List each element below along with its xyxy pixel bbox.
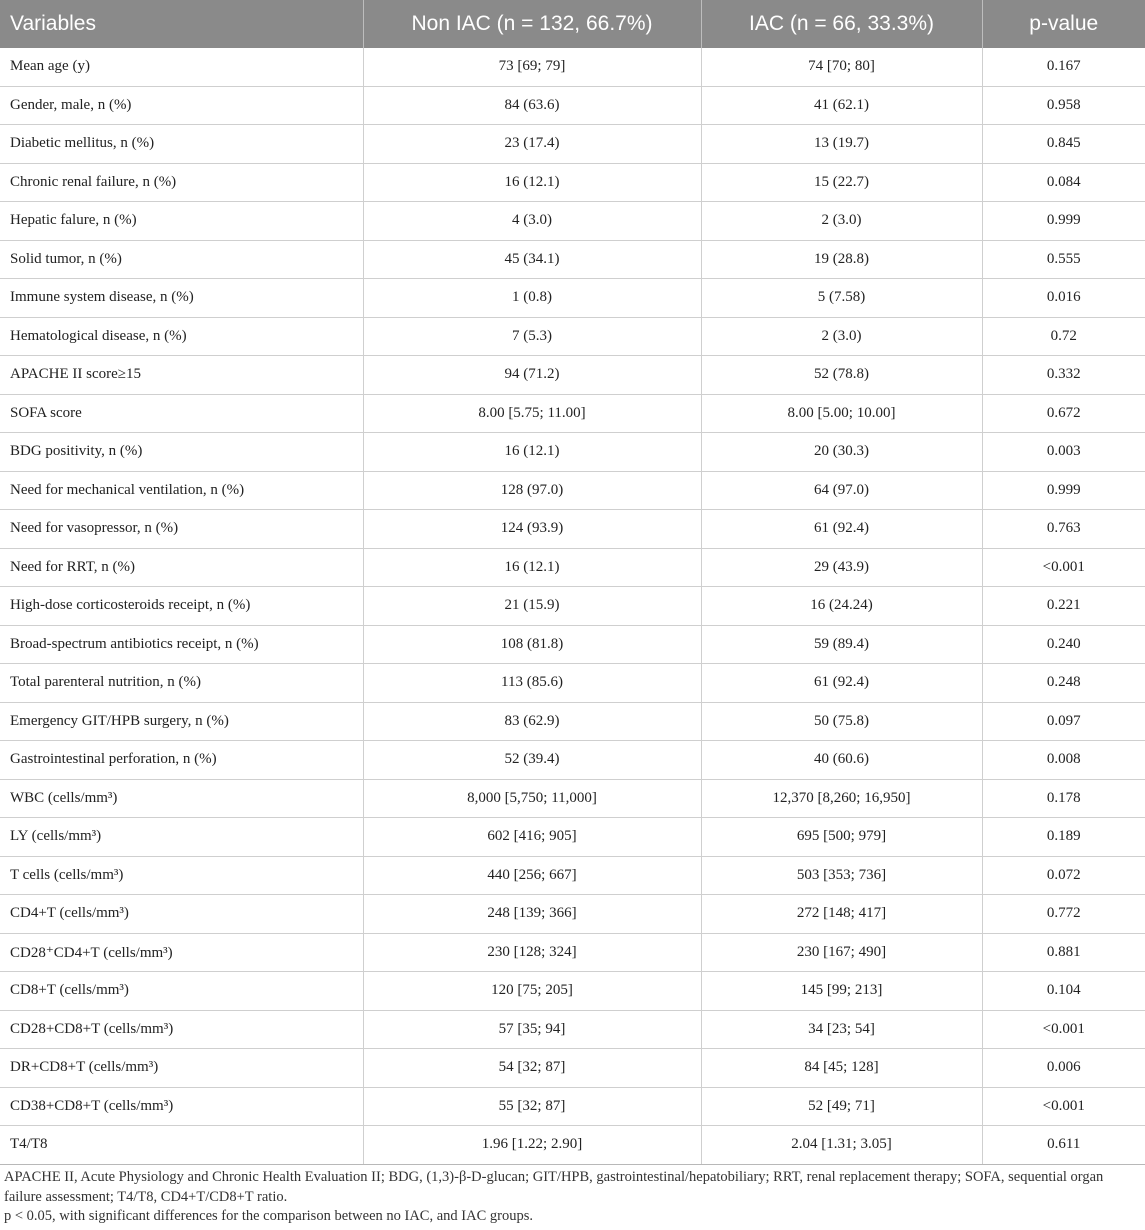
non-iac-cell: 83 (62.9) (363, 702, 701, 741)
iac-cell: 52 (78.8) (701, 356, 982, 395)
p-value-cell: 0.084 (982, 163, 1145, 202)
non-iac-cell: 57 [35; 94] (363, 1010, 701, 1049)
p-value-cell: 0.763 (982, 510, 1145, 549)
variable-cell: LY (cells/mm³) (0, 818, 363, 857)
p-value-cell: 0.104 (982, 972, 1145, 1011)
non-iac-cell: 21 (15.9) (363, 587, 701, 626)
non-iac-cell: 1.96 [1.22; 2.90] (363, 1126, 701, 1165)
iac-cell: 61 (92.4) (701, 664, 982, 703)
p-value-cell: 0.016 (982, 279, 1145, 318)
table-row (0, 510, 1145, 549)
table-row (0, 741, 1145, 780)
table-row (0, 433, 1145, 472)
table-row (0, 86, 1145, 125)
table-row (0, 125, 1145, 164)
variable-cell: Broad-spectrum antibiotics receipt, n (%) (0, 625, 363, 664)
variable-cell: CD38+CD8+T (cells/mm³) (0, 1087, 363, 1126)
non-iac-cell: 7 (5.3) (363, 317, 701, 356)
footnote-significance: p < 0.05, with significant differences for the comparison between no IAC, and IAC groups. (4, 1208, 533, 1224)
variable-cell: T cells (cells/mm³) (0, 856, 363, 895)
iac-cell: 15 (22.7) (701, 163, 982, 202)
table-row (0, 856, 1145, 895)
iac-cell: 19 (28.8) (701, 240, 982, 279)
table-row (0, 1049, 1145, 1088)
variable-cell: Chronic renal failure, n (%) (0, 163, 363, 202)
iac-cell: 2 (3.0) (701, 202, 982, 241)
iac-cell: 64 (97.0) (701, 471, 982, 510)
non-iac-cell: 440 [256; 667] (363, 856, 701, 895)
variable-cell: WBC (cells/mm³) (0, 779, 363, 818)
non-iac-cell: 8,000 [5,750; 11,000] (363, 779, 701, 818)
iac-cell: 41 (62.1) (701, 86, 982, 125)
iac-cell: 12,370 [8,260; 16,950] (701, 779, 982, 818)
table-row (0, 895, 1145, 934)
non-iac-cell: 1 (0.8) (363, 279, 701, 318)
p-value-cell: 0.167 (982, 48, 1145, 86)
p-value-cell: 0.003 (982, 433, 1145, 472)
p-value-cell: 0.845 (982, 125, 1145, 164)
variable-cell: T4/T8 (0, 1126, 363, 1165)
table-row (0, 1010, 1145, 1049)
iac-cell: 695 [500; 979] (701, 818, 982, 857)
non-iac-cell: 8.00 [5.75; 11.00] (363, 394, 701, 433)
table-row (0, 279, 1145, 318)
p-value-cell: <0.001 (982, 548, 1145, 587)
variable-cell: APACHE II score≥15 (0, 356, 363, 395)
iac-cell: 20 (30.3) (701, 433, 982, 472)
variable-cell: Total parenteral nutrition, n (%) (0, 664, 363, 703)
p-value-cell: 0.672 (982, 394, 1145, 433)
iac-cell: 272 [148; 417] (701, 895, 982, 934)
p-value-cell: 0.772 (982, 895, 1145, 934)
iac-cell: 52 [49; 71] (701, 1087, 982, 1126)
variable-cell: Immune system disease, n (%) (0, 279, 363, 318)
iac-cell: 34 [23; 54] (701, 1010, 982, 1049)
non-iac-cell: 94 (71.2) (363, 356, 701, 395)
non-iac-cell: 124 (93.9) (363, 510, 701, 549)
variable-cell: BDG positivity, n (%) (0, 433, 363, 472)
iac-cell: 13 (19.7) (701, 125, 982, 164)
variable-cell: CD4+T (cells/mm³) (0, 895, 363, 934)
variable-cell: Gender, male, n (%) (0, 86, 363, 125)
non-iac-cell: 52 (39.4) (363, 741, 701, 780)
non-iac-cell: 248 [139; 366] (363, 895, 701, 934)
iac-cell: 2 (3.0) (701, 317, 982, 356)
header-variables: Variables (0, 0, 363, 48)
iac-cell: 50 (75.8) (701, 702, 982, 741)
p-value-cell: 0.881 (982, 933, 1145, 972)
table-row (0, 972, 1145, 1011)
variable-cell: Emergency GIT/HPB surgery, n (%) (0, 702, 363, 741)
p-value-cell: 0.008 (982, 741, 1145, 780)
header-row (0, 0, 1145, 48)
table-row (0, 394, 1145, 433)
variable-cell: CD28⁺CD4+T (cells/mm³) (0, 933, 363, 972)
p-value-cell: 0.958 (982, 86, 1145, 125)
variable-cell: DR+CD8+T (cells/mm³) (0, 1049, 363, 1088)
p-value-cell: 0.248 (982, 664, 1145, 703)
iac-cell: 5 (7.58) (701, 279, 982, 318)
non-iac-cell: 16 (12.1) (363, 433, 701, 472)
table-row (0, 356, 1145, 395)
table-header (0, 0, 1145, 48)
p-value-cell: 0.189 (982, 818, 1145, 857)
variable-cell: SOFA score (0, 394, 363, 433)
variable-cell: High-dose corticosteroids receipt, n (%) (0, 587, 363, 626)
header-non-iac: Non IAC (n = 132, 66.7%) (363, 0, 701, 48)
table-row (0, 779, 1145, 818)
non-iac-cell: 16 (12.1) (363, 163, 701, 202)
table-row (0, 471, 1145, 510)
variable-cell: Hepatic falure, n (%) (0, 202, 363, 241)
table-row (0, 548, 1145, 587)
iac-cell: 16 (24.24) (701, 587, 982, 626)
non-iac-cell: 108 (81.8) (363, 625, 701, 664)
p-value-cell: 0.240 (982, 625, 1145, 664)
non-iac-cell: 16 (12.1) (363, 548, 701, 587)
p-value-cell: <0.001 (982, 1010, 1145, 1049)
non-iac-cell: 84 (63.6) (363, 86, 701, 125)
p-value-cell: 0.006 (982, 1049, 1145, 1088)
table-row (0, 48, 1145, 86)
iac-cell: 8.00 [5.00; 10.00] (701, 394, 982, 433)
p-value-cell: 0.999 (982, 471, 1145, 510)
table-row (0, 702, 1145, 741)
p-value-cell: 0.097 (982, 702, 1145, 741)
variable-cell: Hematological disease, n (%) (0, 317, 363, 356)
p-value-cell: 0.178 (982, 779, 1145, 818)
table-footnotes (0, 1168, 1139, 1227)
header-p-value: p-value (982, 0, 1145, 48)
table-row (0, 1087, 1145, 1126)
p-value-cell: 0.221 (982, 587, 1145, 626)
non-iac-cell: 45 (34.1) (363, 240, 701, 279)
table-row (0, 240, 1145, 279)
p-value-cell: 0.72 (982, 317, 1145, 356)
non-iac-cell: 23 (17.4) (363, 125, 701, 164)
iac-cell: 84 [45; 128] (701, 1049, 982, 1088)
non-iac-cell: 602 [416; 905] (363, 818, 701, 857)
variable-cell: Solid tumor, n (%) (0, 240, 363, 279)
table-row (0, 163, 1145, 202)
iac-cell: 59 (89.4) (701, 625, 982, 664)
table-body (0, 48, 1145, 1164)
p-value-cell: 0.072 (982, 856, 1145, 895)
p-value-cell: 0.611 (982, 1126, 1145, 1165)
iac-cell: 29 (43.9) (701, 548, 982, 587)
iac-cell: 230 [167; 490] (701, 933, 982, 972)
iac-cell: 61 (92.4) (701, 510, 982, 549)
p-value-cell: 0.332 (982, 356, 1145, 395)
variable-cell: Gastrointestinal perforation, n (%) (0, 741, 363, 780)
variable-cell: Need for mechanical ventilation, n (%) (0, 471, 363, 510)
iac-cell: 503 [353; 736] (701, 856, 982, 895)
non-iac-cell: 55 [32; 87] (363, 1087, 701, 1126)
table-row (0, 1126, 1145, 1165)
non-iac-cell: 230 [128; 324] (363, 933, 701, 972)
non-iac-cell: 54 [32; 87] (363, 1049, 701, 1088)
variable-cell: Need for RRT, n (%) (0, 548, 363, 587)
table-row (0, 818, 1145, 857)
variable-cell: CD8+T (cells/mm³) (0, 972, 363, 1011)
non-iac-cell: 128 (97.0) (363, 471, 701, 510)
table-row (0, 933, 1145, 972)
variable-cell: Mean age (y) (0, 48, 363, 86)
table-row (0, 587, 1145, 626)
non-iac-cell: 120 [75; 205] (363, 972, 701, 1011)
variable-cell: Diabetic mellitus, n (%) (0, 125, 363, 164)
iac-cell: 40 (60.6) (701, 741, 982, 780)
iac-cell: 145 [99; 213] (701, 972, 982, 1011)
p-value-cell: <0.001 (982, 1087, 1145, 1126)
p-value-cell: 0.555 (982, 240, 1145, 279)
table-row (0, 317, 1145, 356)
variable-cell: CD28+CD8+T (cells/mm³) (0, 1010, 363, 1049)
p-value-cell: 0.999 (982, 202, 1145, 241)
non-iac-cell: 4 (3.0) (363, 202, 701, 241)
variable-cell: Need for vasopressor, n (%) (0, 510, 363, 549)
header-iac: IAC (n = 66, 33.3%) (701, 0, 982, 48)
table-row (0, 625, 1145, 664)
non-iac-cell: 73 [69; 79] (363, 48, 701, 86)
iac-cell: 74 [70; 80] (701, 48, 982, 86)
non-iac-cell: 113 (85.6) (363, 664, 701, 703)
iac-cell: 2.04 [1.31; 3.05] (701, 1126, 982, 1165)
footnote-abbreviations: APACHE II, Acute Physiology and Chronic Health Evaluation II; BDG, (1,3)-β-D-glucan; GIT/HPB, gastrointestinal/hepatobiliary; RRT, renal replacement therapy; SOFA, sequential organ failure assessment; T4/T8, CD4+T/CD8+T ratio. (4, 1169, 1104, 1205)
table-row (0, 664, 1145, 703)
table-row (0, 202, 1145, 241)
